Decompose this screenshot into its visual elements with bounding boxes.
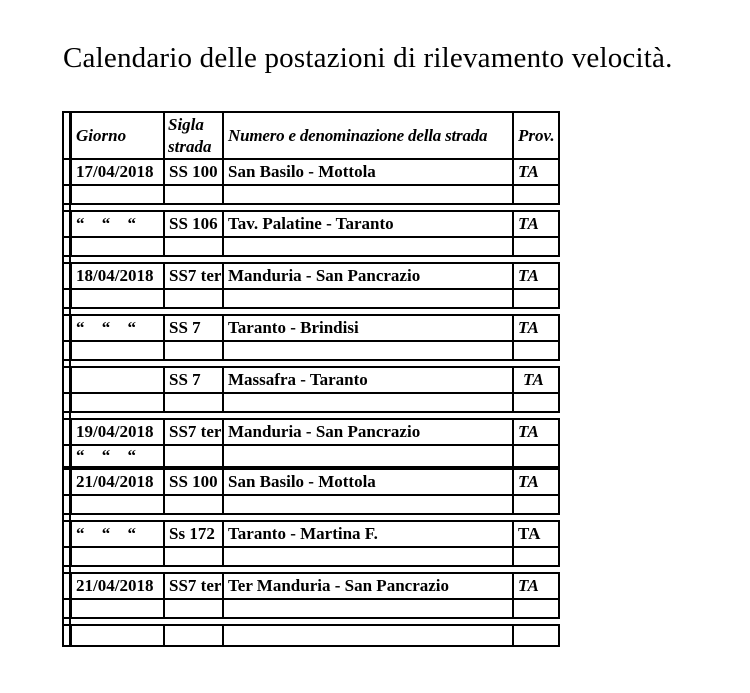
row-group: [62, 210, 560, 257]
table-row: [63, 521, 559, 547]
cell-giorno: [71, 367, 164, 393]
page-title: Calendario delle postazioni di rilevamento velocità.: [63, 42, 673, 74]
margin-cell: [63, 112, 71, 159]
cell-prov: TA: [513, 521, 559, 547]
margin-cell: [63, 393, 71, 412]
cell-strada: [223, 445, 513, 467]
table-row: [63, 159, 559, 185]
cell-prov: [513, 445, 559, 467]
margin-cell: [63, 547, 71, 566]
empty-cell: [164, 185, 223, 204]
empty-cell: [223, 237, 513, 256]
cell-sigla: SS7 ter: [164, 263, 223, 289]
empty-cell: [71, 289, 164, 308]
cell-strada: Tav. Palatine - Taranto: [223, 211, 513, 237]
empty-cell: [513, 289, 559, 308]
margin-cell: [63, 289, 71, 308]
margin-cell: [63, 599, 71, 618]
empty-cell: [513, 393, 559, 412]
empty-row: [63, 599, 559, 618]
cell-giorno-ditto: “ “ “: [71, 211, 164, 237]
empty-cell: [164, 599, 223, 618]
row-group: [62, 572, 560, 619]
empty-cell: [223, 289, 513, 308]
cell-prov: TA: [513, 469, 559, 495]
table-row: [63, 445, 559, 467]
empty-cell: [223, 341, 513, 360]
table-row: [63, 419, 559, 445]
cell-sigla: [164, 445, 223, 467]
margin-cell: [63, 341, 71, 360]
margin-cell: [63, 521, 71, 547]
empty-cell: [513, 185, 559, 204]
empty-row: [63, 495, 559, 514]
empty-cell: [164, 237, 223, 256]
cell-sigla: SS 100: [164, 159, 223, 185]
header-row: [63, 112, 559, 159]
empty-cell: [513, 341, 559, 360]
cell-strada: Taranto - Brindisi: [223, 315, 513, 341]
empty-cell: [223, 393, 513, 412]
cell-sigla: SS 7: [164, 315, 223, 341]
margin-cell: [63, 573, 71, 599]
table-row: [63, 469, 559, 495]
cell-strada: Manduria - San Pancrazio: [223, 263, 513, 289]
table-row: [63, 573, 559, 599]
cell-strada: Manduria - San Pancrazio: [223, 419, 513, 445]
cell-sigla: SS 106: [164, 211, 223, 237]
row-group: [62, 520, 560, 567]
header-giorno: Giorno: [71, 112, 164, 159]
empty-cell: [223, 185, 513, 204]
margin-cell: [63, 211, 71, 237]
row-group: [62, 366, 560, 413]
empty-cell: [223, 547, 513, 566]
empty-row: [63, 547, 559, 566]
empty-cell: [71, 393, 164, 412]
empty-cell: [223, 495, 513, 514]
empty-cell: [71, 237, 164, 256]
margin-cell: [63, 419, 71, 445]
table-row: [63, 211, 559, 237]
cell-sigla: Ss 172: [164, 521, 223, 547]
empty-cell: [164, 547, 223, 566]
row-group: [62, 111, 560, 205]
empty-cell: [513, 625, 559, 646]
table-row: [63, 315, 559, 341]
empty-cell: [71, 625, 164, 646]
empty-cell: [71, 495, 164, 514]
empty-cell: [223, 625, 513, 646]
empty-row: [63, 625, 559, 646]
margin-cell: [63, 469, 71, 495]
cell-prov: TA: [513, 367, 559, 393]
empty-cell: [164, 625, 223, 646]
cell-prov: TA: [513, 263, 559, 289]
empty-cell: [513, 237, 559, 256]
margin-cell: [63, 367, 71, 393]
cell-strada: San Basilo - Mottola: [223, 159, 513, 185]
empty-cell: [71, 185, 164, 204]
cell-giorno: 19/04/2018: [71, 419, 164, 445]
cell-prov: TA: [513, 315, 559, 341]
cell-sigla: SS7 ter: [164, 419, 223, 445]
margin-cell: [63, 263, 71, 289]
cell-giorno: 17/04/2018: [71, 159, 164, 185]
cell-giorno: 21/04/2018: [71, 573, 164, 599]
cell-prov: TA: [513, 419, 559, 445]
calendar-table: [62, 111, 562, 647]
header-sigla-strada: Sigla strada: [164, 112, 223, 159]
empty-cell: [513, 495, 559, 514]
margin-cell: [63, 159, 71, 185]
empty-row: [63, 237, 559, 256]
cell-giorno: 21/04/2018: [71, 469, 164, 495]
margin-cell: [63, 495, 71, 514]
header-numero-denominazione: Numero e denominazione della strada: [223, 112, 513, 159]
empty-row: [63, 185, 559, 204]
cell-giorno-ditto: “ “ “: [71, 315, 164, 341]
margin-cell: [63, 315, 71, 341]
cell-sigla: SS 7: [164, 367, 223, 393]
cell-strada: Taranto - Martina F.: [223, 521, 513, 547]
empty-cell: [513, 599, 559, 618]
empty-cell: [71, 547, 164, 566]
cell-strada: San Basilo - Mottola: [223, 469, 513, 495]
cell-giorno: 18/04/2018: [71, 263, 164, 289]
cell-giorno-ditto: “ “ “: [71, 445, 164, 467]
cell-giorno-ditto: “ “ “: [71, 521, 164, 547]
table-row: [63, 367, 559, 393]
row-group: [62, 314, 560, 361]
empty-cell: [71, 341, 164, 360]
cell-sigla: SS7 ter: [164, 573, 223, 599]
empty-cell: [223, 599, 513, 618]
cell-prov: TA: [513, 211, 559, 237]
empty-cell: [71, 599, 164, 618]
empty-cell: [164, 495, 223, 514]
cell-prov: TA: [513, 573, 559, 599]
cell-strada: Massafra - Taranto: [223, 367, 513, 393]
empty-cell: [164, 393, 223, 412]
empty-row: [63, 393, 559, 412]
cell-sigla: SS 100: [164, 469, 223, 495]
empty-cell: [164, 289, 223, 308]
empty-row: [63, 341, 559, 360]
empty-cell: [513, 547, 559, 566]
row-group: [62, 262, 560, 309]
table-row: [63, 263, 559, 289]
margin-cell: [63, 185, 71, 204]
margin-cell: [63, 445, 71, 467]
margin-cell: [63, 237, 71, 256]
row-group: [62, 418, 560, 468]
empty-cell: [164, 341, 223, 360]
cell-strada: Ter Manduria - San Pancrazio: [223, 573, 513, 599]
cell-prov: TA: [513, 159, 559, 185]
header-prov: Prov.: [513, 112, 559, 159]
empty-row: [63, 289, 559, 308]
row-group: [62, 624, 560, 647]
margin-cell: [63, 625, 71, 646]
row-group: [62, 468, 560, 515]
